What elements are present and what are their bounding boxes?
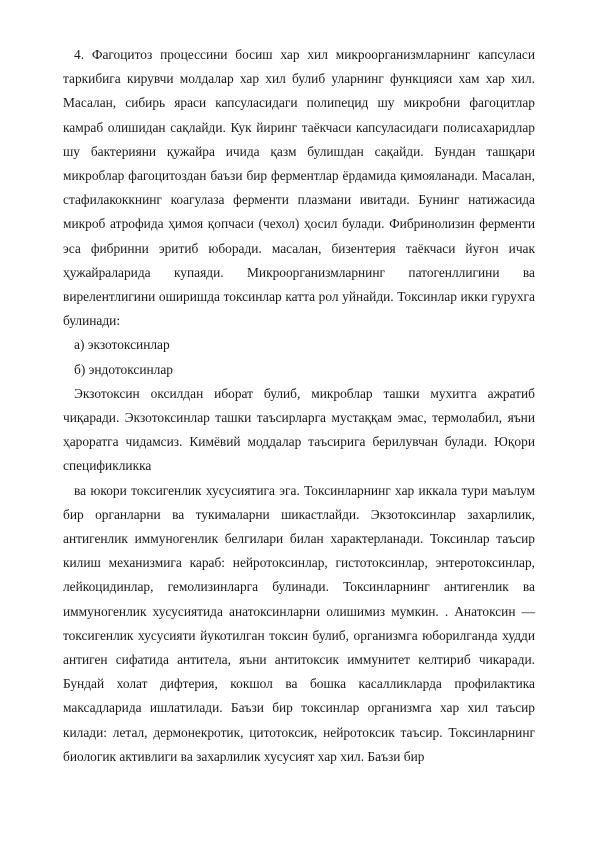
list-item-exotoxins: а) экзотоксинлар [74,337,170,353]
document-page [63,43,535,769]
list-item-endotoxins: б) эндотоксинлар [74,361,174,377]
paragraph-exotoxin: Экзотоксин оксилдан иборат булиб, микроблар ташки мухитга ажратиб чиқаради. Экзотоксинлар ташки таъсирларга мустаққам эмас, термолабил, яъни ҳароратга чидамсиз. Кимёвий моддалар таъсирига берилувчан булади. Юқори спецификликка [63,385,535,474]
paragraph-toxin-properties: ва юкори токсигенлик хусусиятига эга. Токсинларнинг хар иккала тури маълум бир органларни ва тукималарни шикастлайди. Экзотоксинлар захарлилик, антигенлик иммуногенлик белгилари билан характерланади. Токсинлар таъсир килиш механизмига караб: нейротоксинлар, гистотоксинлар, энтеротоксинлар, лейкоцидинлар, гемолизинларга булинади. Токсинларнинг антигенлик ва иммуногенлик хусусиятида анатоксинларни олишимиз мумкин. . Анатоксин — токсигенлик хусусияти йукотилган токсин булиб, организмга юборилганда худди антиген сифатида антитела, яъни антитоксик иммунитет келтириб чикаради. Бундай холат дифтерия, кокшол ва бошка касалликларда профилактика максадларида ишлатилади. Баъзи бир токсинлар организмга хар хил таъсир килади: летал, дермонекротик, цитотоксик, нейротоксик таъсир. Токсинларнинг биологик активлиги ва захарлилик хусусият хар хил. Баъзи бир [63,482,535,764]
paragraph-phagocytosis: 4. Фагоцитоз процессини босиш хар хил микроорганизмларнинг капсуласи таркибига кирувчи молдалар хар хил булиб уларнинг функцияси хам хар хил. Масалан, сибирь яраси капсуласидаги полипецид шу микробни фагоцитлар камраб олишидан сақлайди. Кук йиринг таёкчаси капсуласидаги полисахаридлар шу бактерияни қужайра ичида қазм булишдан сақайди. Бундан ташқари микроблар фагоцитоздан баъзи бир ферментлар ёрдамида қимояланади. Масалан, стафилакоккнинг коагулаза ферменти плазмани ивитади. Бунинг натижасида микроб атрофида ҳимоя қопчаси (чехол) ҳосил булади. Фибринолизин ферменти эса фибринни эритиб юборади. масалан, бизентерия таёкчаси йуғон ичак ҳужайраларида купаяди. Микроорганизмларнинг патогенллигини ва вирелентлигини оширишда токсинлар катта рол уйнайди. Токсинлар икки гурухга булинади: [63,47,535,329]
